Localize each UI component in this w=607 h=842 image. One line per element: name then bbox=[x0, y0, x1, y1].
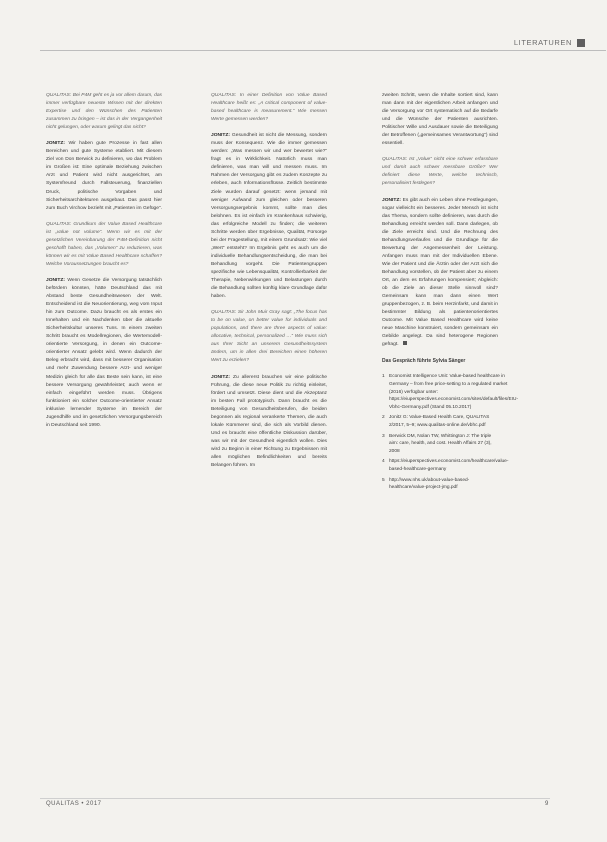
reference-text: Economist Intelligence Unit: Value-based healthcare in Germany – from free price-setting to a regulated market (2016) verfügbar unter: https://eiuperspectives.economist.com/sites/default/files/EIU-Vbhc-Germany.pdf (Stand 05.10.2017) bbox=[389, 374, 519, 410]
interview-credit: Das Gespräch führte Sylvia Sänger bbox=[382, 358, 466, 365]
interview-answer bbox=[382, 92, 498, 148]
end-marker-icon bbox=[403, 341, 407, 345]
interview-question: QUALITAS: Ist „Value“ nicht eine schwer erfassbare und damit auch schwer messbare Größe? Wer definiert diese Werte, welche technisch, personalisiert festlegen? bbox=[382, 157, 498, 187]
speaker-label: JONITZ: bbox=[211, 133, 231, 139]
reference-number: 3 bbox=[382, 433, 385, 439]
answer-text: Es gibt auch ein Leben ohne Festlegungen, sogar vielleicht ein besseres. Jeder Mensch ist nicht das Thema, sondern sollte definieren, was durch die Behandlung erreicht werden soll. Dann darlegen, ob die Ziele erreicht sind. Und die Rechnung des Behandlungsverlaufes und die Grundlage für die Bewertung der Angemessenheit der Leistung. Anfangen muss man mit der Individuellen Ebene. Wie der Patient und die Ärztin oder der Arzt sich die Behandlung vorstellen, ob der Patient aber zu einem Ort, an dem es Erfahrungen kompensiert; Abgleich: ob die Ziele an dieser Stelle sinnvoll sind? Gemeinsam kann man dann einen Wert gruppenbezogen, z. B. beim Herzinfarkt, und damit in bestimmter Bildung als patientenorientiertes Outcome. Mit Value Based Healthcare wird keine neue Maschine konstruiert, sondern gemeinsam ein Gebilde angelegt. Da sind heterogene Regionen gefragt. bbox=[382, 197, 499, 348]
section-label: LITERATUREN bbox=[513, 38, 572, 47]
header-rule bbox=[40, 50, 606, 51]
interview-question: QUALITAS: Bei P4M geht es ja vor allem darum, das immer verfügbare neueste Wissen mit der direkten Expertise und den Wünschen des Patienten zusammen zu bringen – ist das in der Vergangenheit nicht gelungen, oder warum gelingt das nicht? bbox=[46, 93, 162, 131]
interview-question: QUALITAS: In einer Definition von Value Based Healthcare heißt es: „A critical component of value-based healthcare is measurement.“ Wie messen Werte gemessen werden? bbox=[211, 93, 327, 123]
interview-question: QUALITAS: Sir John Muir Gray sagt: „The focus has to be on value, on better value for individuals and populations, and there are three aspects of value: allocative, technical, personalized …“ Wie muss sich aus Ihrer Sicht an unserem Gesundheitssystem ändern, um in allen drei Bereichen einen höheren Wert zu erzielen? bbox=[211, 310, 327, 364]
reference-number: 5 bbox=[382, 477, 385, 483]
reference-text: http://www.nhs.uk/about-value-based-healthcare/value-project-jmg.pdf bbox=[389, 477, 470, 491]
reference-item bbox=[382, 373, 519, 411]
column-1 bbox=[46, 92, 162, 438]
reference-item bbox=[382, 477, 498, 492]
column-2 bbox=[211, 92, 327, 478]
interview-answer bbox=[211, 132, 327, 301]
reference-text: Berwick DM, Nolan TW, Whittington J: The triple aim: care, health, and cost. Health Affairs 27 (3), 2008 bbox=[389, 433, 492, 454]
reference-number: 2 bbox=[382, 415, 385, 421]
column-3 bbox=[382, 92, 519, 495]
answer-text: zweiten Schritt, wenn die Inhalte sortiert sind, kann man dann mit der eigentlichen Arbeit anfangen und die Versorgung vor Ort systematisch auf die Bedarfe und die Wünsche der Patienten ausrichten. Politischer Wille und Ausdauer sowie die Beteiligung der Betroffenen („gemeinsames Verantwortung“) sind essentiell. bbox=[382, 93, 498, 147]
footer-journal: QUALITAS • 2017 bbox=[46, 801, 102, 807]
reference-item bbox=[382, 458, 509, 473]
answer-text: Wir haben gute Prozesse in fast allen Bereichen und gute Systeme etabliert. Mit diesem Ziel von Don Berwick zu definieren, wo das Problem im Großen ist: Eine optimale Beziehung zwischen Arzt und Patient wird nicht ausgerichtet, am Systemfreund durch Fallsteuerung, finanziellen Druck, politische Vorgaben und Sicherheitsarchitekturen ausgebaut. Das passt hier zum Buch Virchow bezieht mit „Patienten im Gefüge“. bbox=[46, 141, 163, 211]
section-tag bbox=[514, 38, 585, 47]
answer-text: Gesundheit ist nicht die Messung, sondern muss der Konsequenz. Wie die immer gemessen werden: „Was messen wir und wer bewertet wie?“ fragt es in Wirklichkeit. Natürlich muss man definieren, was man will und messen muss. Im Rahmen der Versorgung gibt es zudem Konzepte zu erleben, auch Informationsflüsse. Zeitlich bestimmte Ziele wurden darauf gesetzt: wenn jemand mit weniger Aufwand zum gleichen oder besseren Versorgungsergebnis kommt, sollte man dies belohnen. Es ist einfach im Krankenhaus schwierig, das erfolgreiche Modell zu finden; die weiteren Schritte werden über Ergebnisse, Qualität, Fürsorge bei der Fragestellung, mit einem Grundsatz: Wie viel „Wert“ entsteht? Im Ergebnis geht es auch um die individuelle Behandlungsentscheidung, die man bei Behandlung vorgeht. Die Patientengruppen spezifische wie Lebensqualität, Kontrollierbarkeit der Therapie, Nebenwirkungen und Belastungen durch die Behandlung sollten künftig klare Grundlage dafür haben. bbox=[211, 133, 327, 300]
reference-list bbox=[382, 373, 519, 491]
speaker-label: JONITZ: bbox=[46, 277, 66, 283]
reference-text: https://eiuperspectives.economist.com/healthcare/value-based-healthcare-germany bbox=[389, 459, 509, 472]
speaker-label: JONITZ: bbox=[382, 197, 402, 203]
reference-number: 1 bbox=[382, 374, 385, 380]
answer-text: Wenn Gesetze die Versorgung tatsächlich befördern könnten, hätte Deutschland das mit Abstand beste Gesundheitswesen der Welt. Entscheidend ist die Neuorientierung, weg vom Input hin zum Outcome. Dazu braucht es als erstes ein Innehalten und ein Nachdenken über die aktuelle Sicherheitskultur unseres Tuns. In einem zweiten Schritt braucht es Modellregionen, die Wertemodell-orientierte Versorgung, in denen ein Outcome-orientierter Ansatz gelebt wird. Wenn dadurch der Beleg erbracht wird, dass mit besserer Organisation und mehr Zuwendung bessere Arzt- und weniger Medizin gleich für alle das Beste sein kann, ist eine bessere Versorgung gewährleistet; auch wenn er einfach eingeführt werden muss. Übrigens funktioniert ein solcher Outcome-orientierter Ansatz inklusive lernender Systeme im Bereich der Jugendhilfe und im gesetzlichen Versorgungsbereich in Deutschland seit 1990. bbox=[46, 277, 163, 428]
interview-question: QUALITAS: Grundkurs der Value Based Healthcare ist „value not volume“. Wenn wir es mit der gesetzlichen Vereinbarung der P4M-Definition nicht geschafft haben, das „Volumen“ zu reduzieren, was können wir es mit Value Based Healthcare schaffen? Welche Voraussetzungen braucht es? bbox=[46, 221, 162, 267]
interview-answer bbox=[382, 197, 498, 350]
interview-answer bbox=[46, 277, 162, 430]
reference-item bbox=[382, 433, 498, 456]
reference-number: 4 bbox=[382, 459, 385, 465]
speaker-label: JONITZ: bbox=[46, 141, 66, 147]
interview-answer bbox=[46, 140, 162, 212]
footer-rule bbox=[40, 798, 550, 799]
reference-text: Jonitz G: Value-Based Health Care, QUALITAS 2/2017, 5–9; www.qualitas-online.de/vbhc.pdf bbox=[389, 415, 490, 429]
reference-item bbox=[382, 414, 498, 429]
interview-answer bbox=[211, 374, 327, 471]
answer-text: Zu allererst brauchen wir eine politische Führung, die diese neue Politik zu richtig einleitet, fördert und umsetzt. Diese dient und die Akzeptanz im besten Fall prototypisch. Dann braucht es die Beteiligung von Gesundheitsberufen, die beiden begonnen als regional verankerte Themen, die auch lokale Kümmerer sind, die sich als Vorbild dienen. Und es braucht eine öffentliche Diskussion darüber, was wir mit der Gesundheit eigentlich wollen. Dies wird zu Beginn in einer Richtung zu Ergebnissen mit allen möglichen Befindlichkeiten und bereits Belangen führen. Im bbox=[211, 374, 328, 469]
section-square-icon bbox=[577, 39, 585, 47]
page-number: 9 bbox=[545, 801, 549, 807]
speaker-label: JONITZ: bbox=[211, 374, 231, 380]
